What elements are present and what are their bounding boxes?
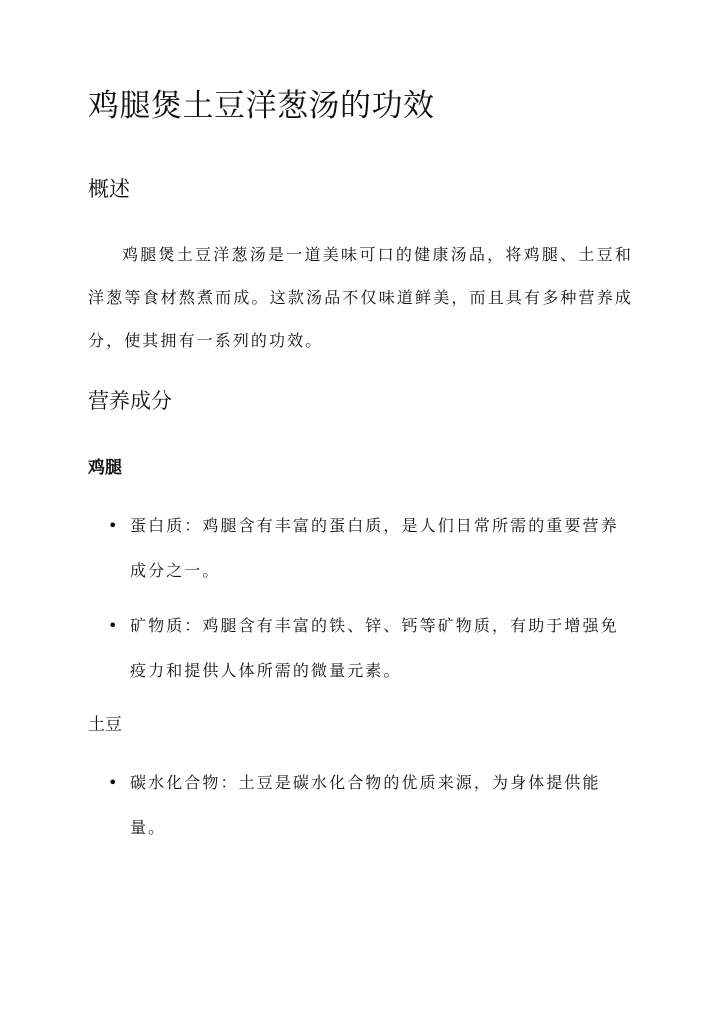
list-item	[88, 760, 633, 850]
bullet-icon: •	[108, 773, 120, 792]
list-item	[88, 503, 633, 593]
list-item-text: 蛋白质：鸡腿含有丰富的蛋白质，是人们日常所需的重要营养成分之一。	[130, 516, 619, 580]
section-heading-nutrition: 营养成分	[88, 389, 172, 413]
list-item-text: 碳水化合物：土豆是碳水化合物的优质来源，为身体提供能量。	[130, 773, 601, 837]
section-heading-overview: 概述	[88, 177, 130, 201]
page-title: 鸡腿煲土豆洋葱汤的功效	[88, 88, 435, 124]
list-item-text: 矿物质：鸡腿含有丰富的铁、锌、钙等矿物质，有助于增强免疫力和提供人体所需的微量元素。	[130, 616, 619, 680]
potato-nutrient-list	[88, 760, 633, 860]
subsection-heading-chicken-leg: 鸡腿	[88, 458, 122, 478]
bullet-icon: •	[108, 516, 120, 535]
subsection-heading-potato: 土豆	[88, 715, 122, 735]
chicken-leg-nutrient-list	[88, 503, 633, 703]
bullet-icon: •	[108, 616, 120, 635]
overview-paragraph: 鸡腿煲土豆洋葱汤是一道美味可口的健康汤品，将鸡腿、土豆和洋葱等食材熬煮而成。这款汤品不仅味道鲜美，而且具有多种营养成分，使其拥有一系列的功效。	[88, 245, 633, 350]
list-item	[88, 603, 633, 693]
